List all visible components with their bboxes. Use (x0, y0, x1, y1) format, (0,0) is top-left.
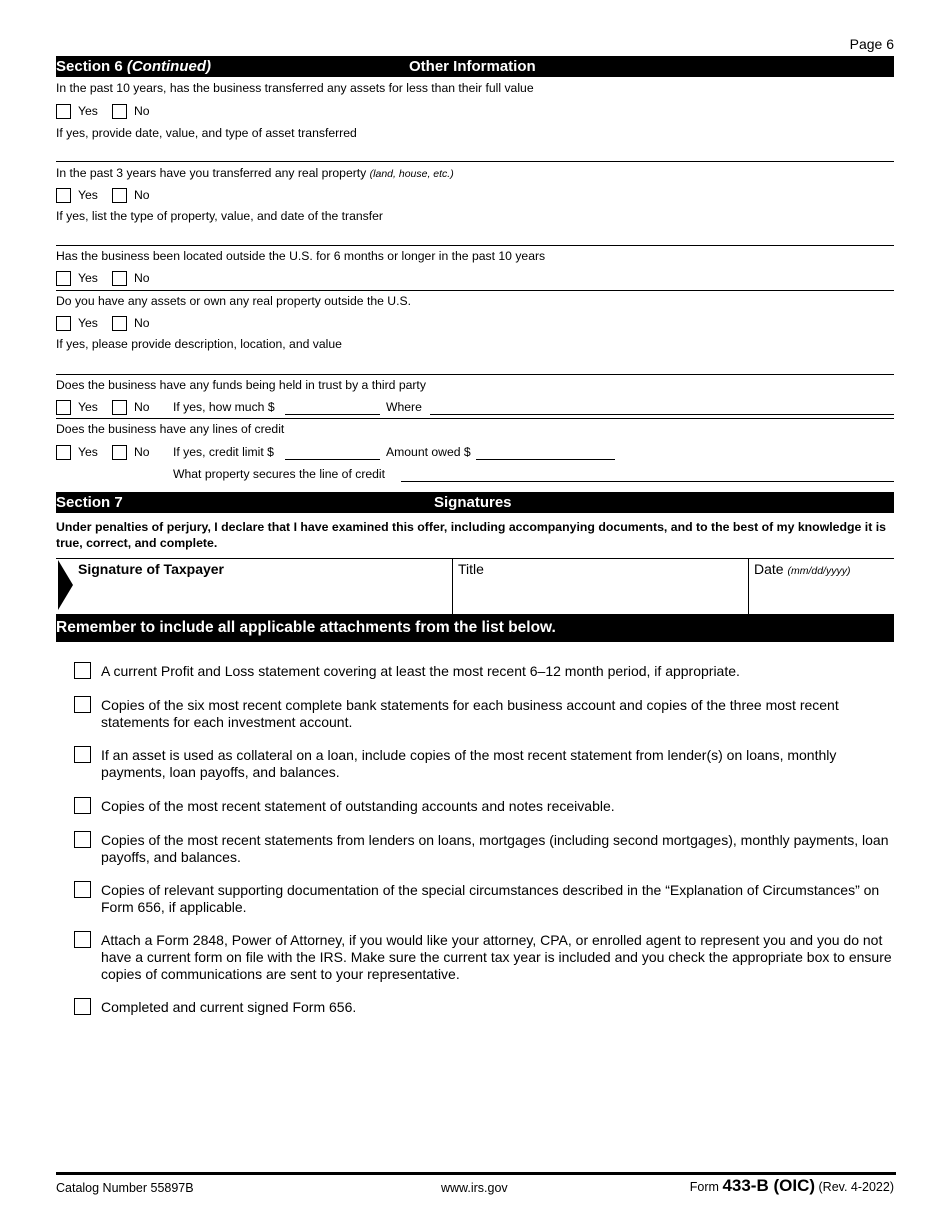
title-label: Title (458, 561, 484, 577)
q4-no-label: No (134, 316, 150, 330)
attachment-checkbox[interactable] (74, 831, 91, 848)
q4-yes-checkbox[interactable] (56, 316, 71, 331)
attachment-checkbox[interactable] (74, 662, 91, 679)
section-7-header (56, 492, 894, 513)
q5-text: Does the business have any funds being held in trust by a third party (56, 378, 426, 392)
q1-no-checkbox[interactable] (112, 104, 127, 119)
form-id (690, 1176, 894, 1196)
q2-text: In the past 3 years have you transferred any real property (56, 166, 367, 180)
section-7-label: Section 7 (56, 494, 123, 511)
form-number: 433-B (OIC) (722, 1176, 816, 1195)
q6-no-checkbox[interactable] (112, 445, 127, 460)
date-format: (mm/dd/yyyy) (787, 565, 851, 577)
q2-yes-label: Yes (78, 188, 98, 202)
section-7-title: Signatures (434, 494, 512, 511)
q5-no-checkbox[interactable] (112, 400, 127, 415)
q6-property-input[interactable] (401, 481, 894, 482)
q2-followup: If yes, list the type of property, value, and date of the transfer (56, 209, 383, 223)
q3-yes-label: Yes (78, 271, 98, 285)
footer-rule (56, 1172, 896, 1175)
q5-where-input[interactable] (430, 414, 894, 415)
attachment-item: A current Profit and Loss statement covering at least the most recent 6–12 month period, if appropriate. (101, 663, 740, 679)
form-revision: (Rev. 4-2022) (818, 1180, 894, 1194)
q5-yes-checkbox[interactable] (56, 400, 71, 415)
q6-yes-label: Yes (78, 445, 98, 459)
q4-yes-label: Yes (78, 316, 98, 330)
q4-followup: If yes, please provide description, location, and value (56, 337, 342, 351)
attachment-item: Copies of the six most recent complete bank statements for each business account and copies of the three most recent statements for each investment account. (101, 697, 839, 730)
q5-how-much-label: If yes, how much $ (173, 400, 275, 414)
attachment-item: If an asset is used as collateral on a loan, include copies of the most recent statement from lender(s) on loans, monthly payments, loan payoffs, and balances. (101, 747, 837, 780)
q1-yes-label: Yes (78, 104, 98, 118)
attachments-heading: Remember to include all applicable attachments from the list below. (56, 614, 894, 642)
q2-text-group (56, 166, 454, 180)
attachment-checkbox[interactable] (74, 696, 91, 713)
perjury-declaration: Under penalties of perjury, I declare that I have examined this offer, including accompanying documents, and to the best of my knowledge it is true, correct, and complete. (56, 520, 886, 550)
divider (56, 290, 894, 291)
q6-credit-limit-label: If yes, credit limit $ (173, 445, 274, 459)
website: www.irs.gov (441, 1181, 508, 1195)
q5-where-label: Where (386, 400, 422, 414)
attachment-checkbox[interactable] (74, 746, 91, 763)
q3-yes-checkbox[interactable] (56, 271, 71, 286)
q2-note: (land, house, etc.) (369, 168, 454, 180)
catalog-number: Catalog Number 55897B (56, 1181, 194, 1195)
section-6-label: Section 6 (56, 58, 123, 75)
attachment-checkbox[interactable] (74, 797, 91, 814)
q3-text: Has the business been located outside the U.S. for 6 months or longer in the past 10 years (56, 249, 546, 263)
q6-property-label: What property secures the line of credit (173, 467, 386, 481)
q2-no-label: No (134, 188, 150, 202)
q1-yes-checkbox[interactable] (56, 104, 71, 119)
q6-amount-owed-label: Amount owed $ (386, 445, 471, 459)
attachment-checkbox[interactable] (74, 931, 91, 948)
form-prefix: Form (689, 1180, 719, 1194)
q2-yes-checkbox[interactable] (56, 188, 71, 203)
section-6-title: Other Information (409, 58, 536, 75)
q4-text: Do you have any assets or own any real property outside the U.S. (56, 294, 411, 308)
q6-credit-limit-input[interactable] (285, 459, 380, 460)
attachment-item: Attach a Form 2848, Power of Attorney, if you would like your attorney, CPA, or enrolled agent to represent you and you do not have a current form on file with the IRS. Make sure the current tax year is included and you check the appropriate box to ensure copies of communications are sent to your representative. (101, 932, 892, 982)
attachment-item: Copies of the most recent statements from lenders on loans, mortgages (including second mortgages), monthly payments, loan payoffs, and balances. (101, 832, 889, 865)
date-label-group (754, 561, 850, 577)
signature-field[interactable] (56, 572, 452, 614)
page-number: Page 6 (849, 36, 894, 52)
q3-no-label: No (134, 271, 150, 285)
q3-no-checkbox[interactable] (112, 271, 127, 286)
section-6-header (56, 56, 894, 77)
attachment-checkbox[interactable] (74, 881, 91, 898)
title-field[interactable] (453, 580, 748, 614)
q1-answer-line[interactable] (56, 161, 894, 162)
q1-followup: If yes, provide date, value, and type of asset transferred (56, 126, 357, 140)
section-6-continued: (Continued) (126, 58, 211, 75)
q1-no-label: No (134, 104, 150, 118)
attachment-item: Copies of relevant supporting documentation of the special circumstances described in the “Explanation of Circumstances” on Form 656, if applicable. (101, 882, 880, 915)
q4-answer-line[interactable] (56, 374, 894, 375)
attachment-checkbox[interactable] (74, 998, 91, 1015)
q1-text: In the past 10 years, has the business transferred any assets for less than their full value (56, 81, 534, 95)
divider (56, 418, 894, 419)
attachment-item: Completed and current signed Form 656. (101, 999, 357, 1015)
q6-amount-owed-input[interactable] (476, 459, 615, 460)
q6-text: Does the business have any lines of credit (56, 422, 285, 436)
date-label: Date (754, 561, 784, 577)
q6-yes-checkbox[interactable] (56, 445, 71, 460)
q5-no-label: No (134, 400, 150, 414)
attachment-item: Copies of the most recent statement of outstanding accounts and notes receivable. (101, 798, 615, 814)
q2-answer-line[interactable] (56, 245, 894, 246)
q6-no-label: No (134, 445, 150, 459)
q5-yes-label: Yes (78, 400, 98, 414)
signature-label: Signature of Taxpayer (78, 561, 225, 577)
date-field[interactable] (749, 580, 894, 614)
q2-no-checkbox[interactable] (112, 188, 127, 203)
section-6-label-group (56, 58, 211, 75)
q4-no-checkbox[interactable] (112, 316, 127, 331)
q5-how-much-input[interactable] (285, 414, 380, 415)
